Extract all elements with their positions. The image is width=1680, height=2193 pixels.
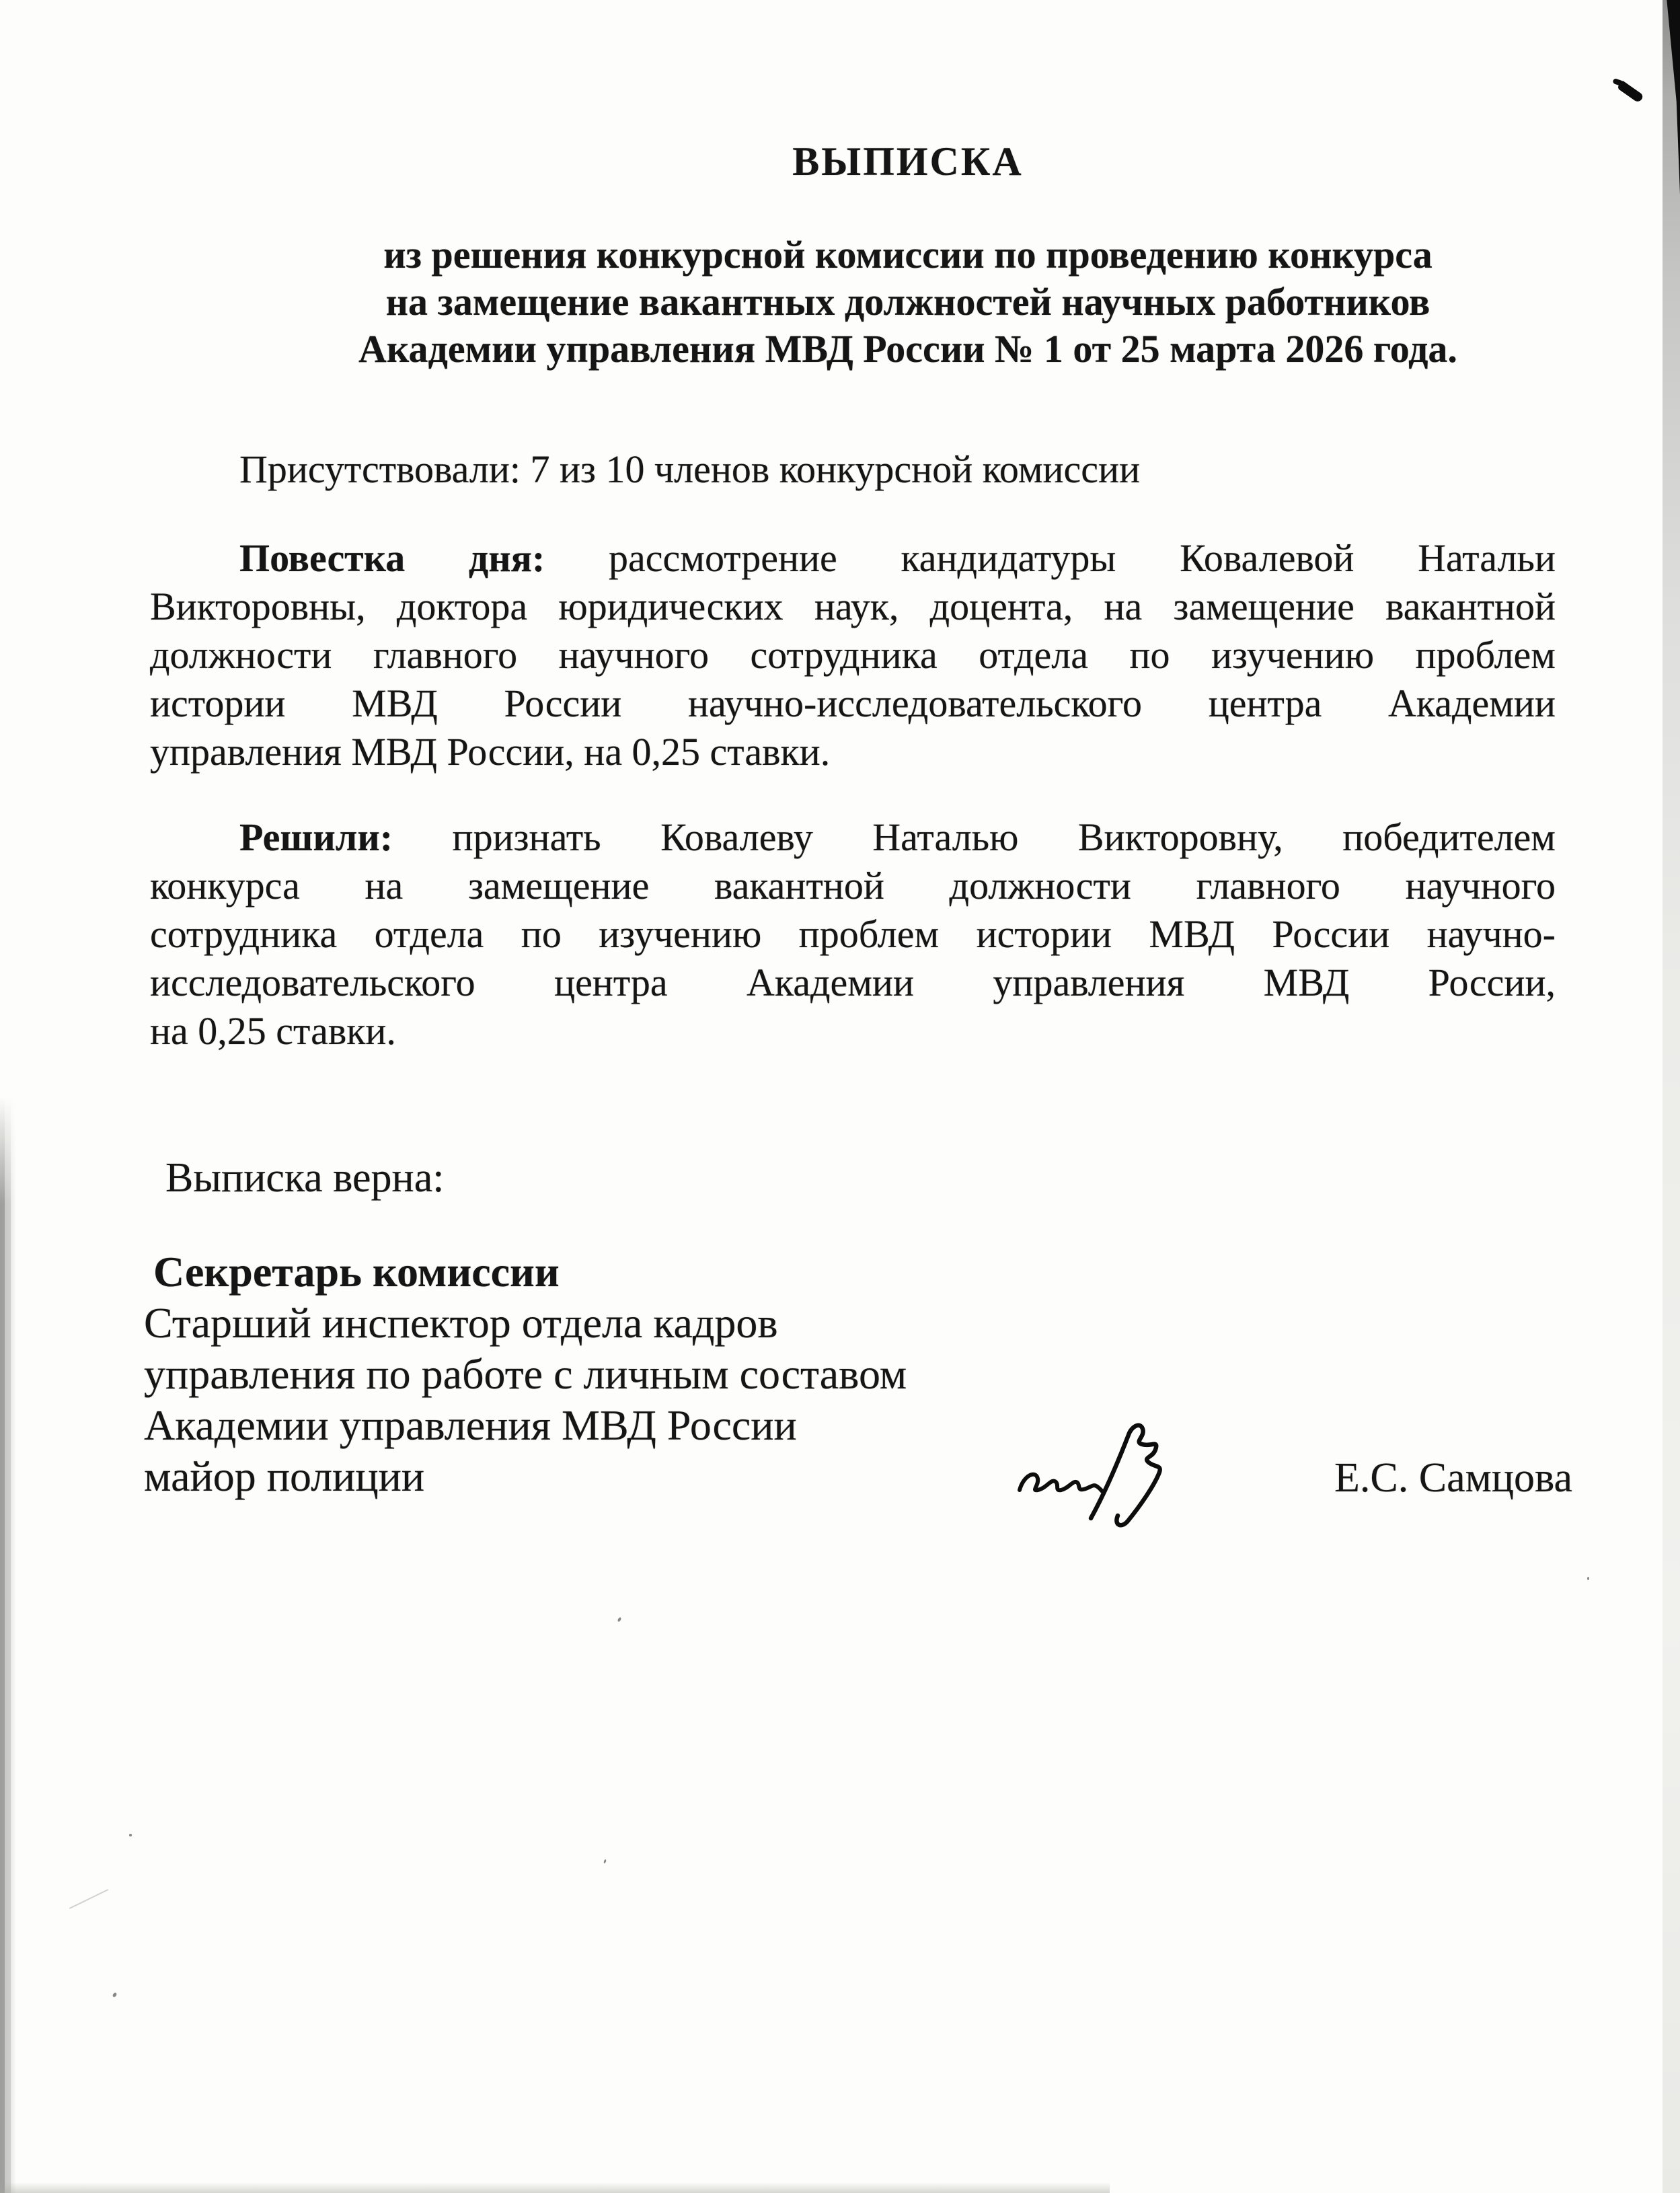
certification-line: Выписка верна: <box>165 1155 445 1201</box>
scan-speck <box>1587 1577 1589 1580</box>
handwritten-signature-icon <box>1010 1416 1219 1537</box>
paragraph-line: должности главного научного сотрудника отдела по изучению проблем <box>150 633 1556 677</box>
attendance-line: Присутствовали: 7 из 10 членов конкурсной комиссии <box>239 447 1141 491</box>
signatory-line: Старший инспектор отдела кадров <box>144 1299 778 1347</box>
resolution-line-text: признать Ковалеву Наталью Викторовну, победителем <box>452 815 1556 859</box>
document-title: ВЫПИСКА <box>792 139 1024 184</box>
subtitle-line: из решения конкурсной комиссии по проведению конкурса <box>383 233 1433 276</box>
subtitle-line: на замещение вакантных должностей научных работников <box>385 280 1430 324</box>
paragraph-line: истории МВД России научно-исследовательского центра Академии <box>150 681 1556 725</box>
scan-edge-right <box>1663 0 1680 2193</box>
signatory-role: Секретарь комиссии <box>153 1248 560 1296</box>
document-subtitle-block <box>202 231 1614 373</box>
paragraph-line: конкурса на замещение вакантной должности главного научного <box>150 864 1556 907</box>
scan-speck <box>603 1859 607 1864</box>
scan-edge-bottom <box>0 2182 1110 2193</box>
signatory-line: Академии управления МВД России <box>144 1401 797 1449</box>
resolution-lead-label: Решили: <box>239 815 393 859</box>
paragraph-line: Викторовны, доктора юридических наук, доцента, на замещение вакантной <box>150 585 1556 628</box>
resolution-paragraph <box>150 813 1556 1055</box>
paragraph-line: исследовательского центра Академии управления МВД России, <box>150 961 1556 1004</box>
paragraph-line <box>150 534 1556 583</box>
signer-name: Е.С. Самцова <box>1334 1455 1572 1501</box>
paragraph-line <box>150 813 1556 862</box>
agenda-lead-label: Повестка дня: <box>239 536 545 580</box>
paragraph-line: управления МВД России, на 0,25 ставки. <box>150 730 831 774</box>
scan-speck <box>129 1834 132 1836</box>
scan-edge-left <box>0 1096 17 2193</box>
agenda-line-text: рассмотрение кандидатуры Ковалевой Натальи <box>609 536 1556 580</box>
pen-ink-smudge-icon <box>1617 80 1644 103</box>
scan-speck <box>112 1992 117 1998</box>
signatory-line: управления по работе с личным составом <box>144 1350 907 1398</box>
signatory-line: майор полиции <box>144 1452 425 1500</box>
paragraph-line: на 0,25 ставки. <box>150 1009 396 1053</box>
subtitle-line: Академии управления МВД России № 1 от 25 марта 2026 года. <box>358 327 1457 371</box>
agenda-paragraph <box>150 534 1556 776</box>
scan-speck <box>617 1616 622 1622</box>
scan-streak <box>69 1889 108 1909</box>
signatory-block <box>144 1247 1085 1502</box>
paragraph-line: сотрудника отдела по изучению проблем истории МВД России научно- <box>150 912 1556 956</box>
